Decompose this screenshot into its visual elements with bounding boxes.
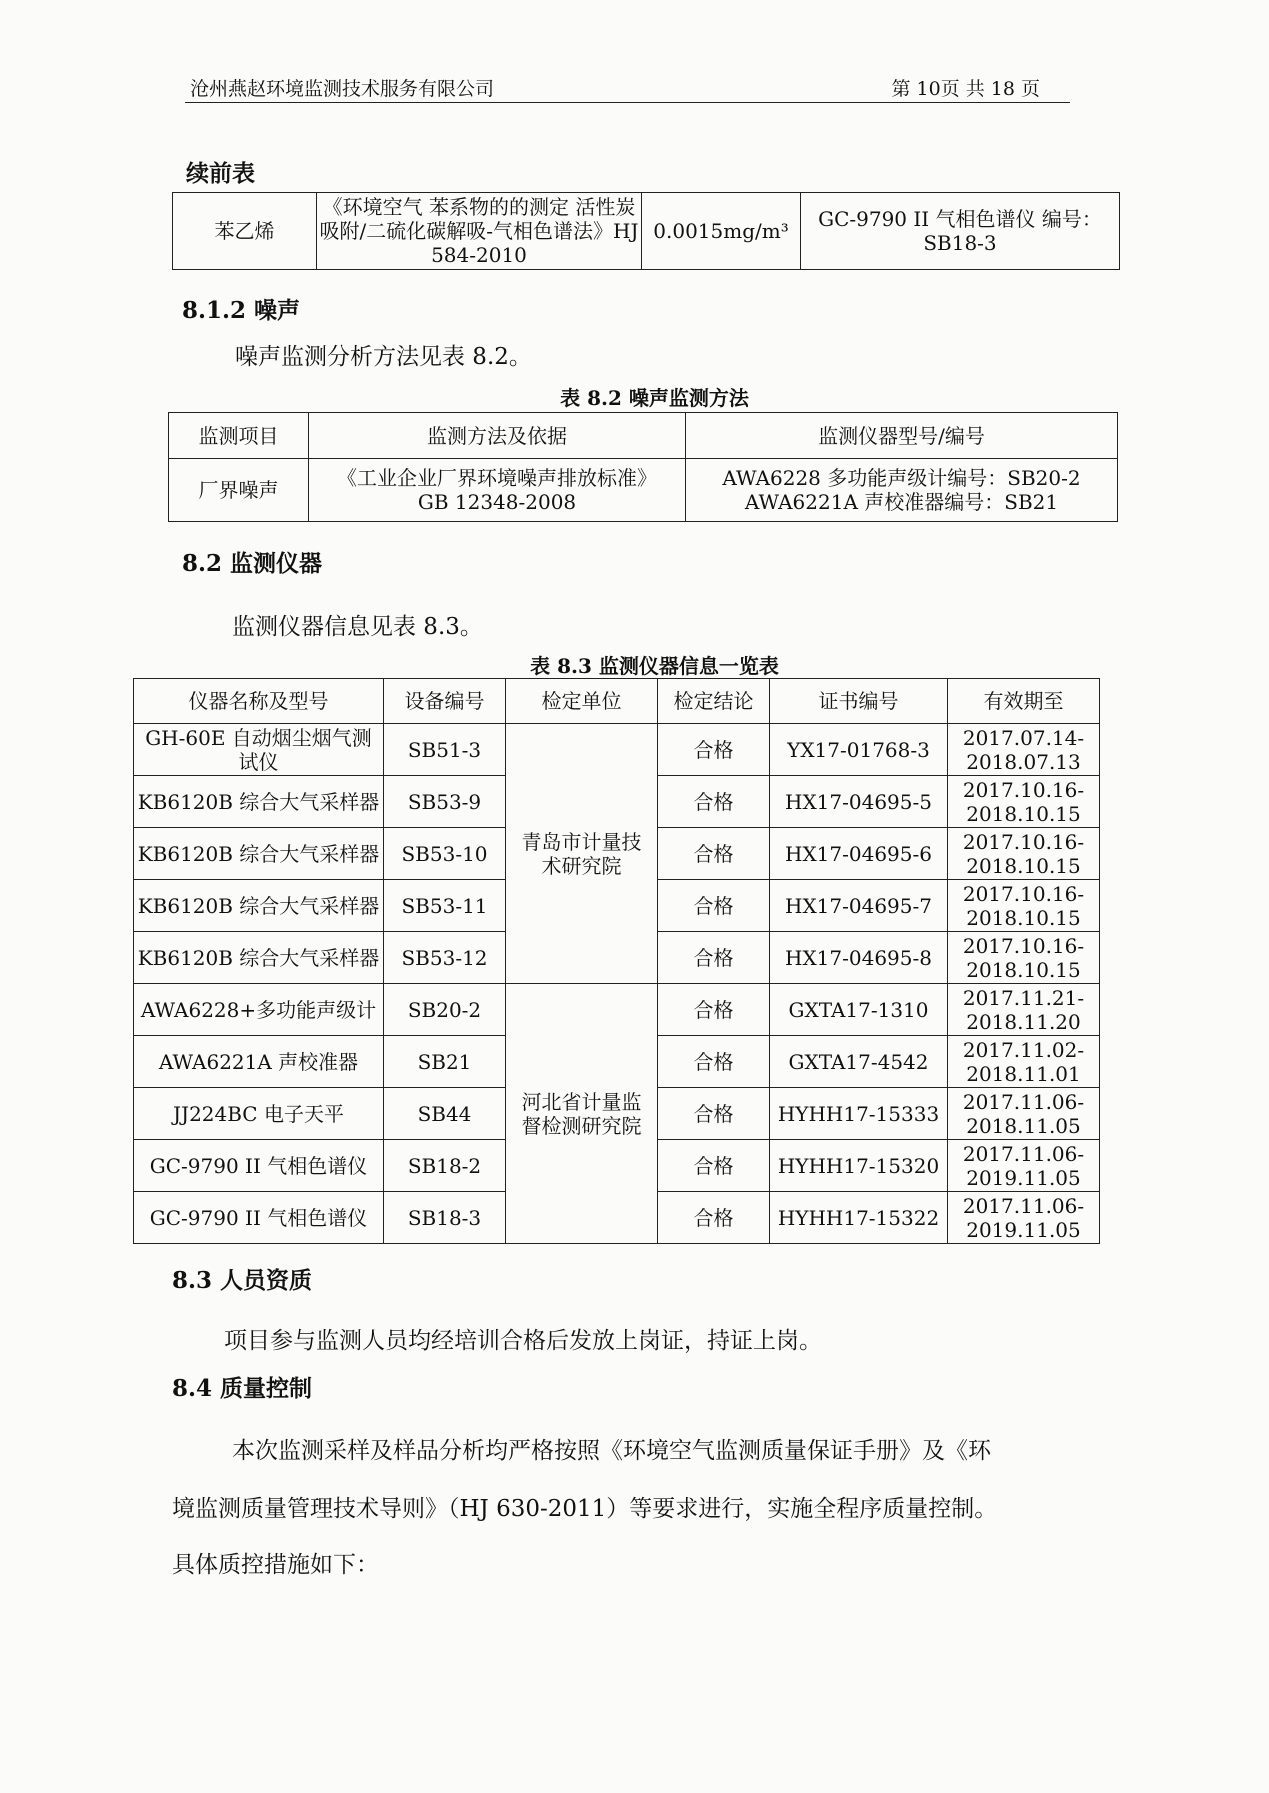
page-header [185, 72, 1070, 103]
section-text-84-line1: 本次监测采样及样品分析均严格按照《环境空气监测质量保证手册》及《环 [232, 1438, 991, 1464]
valid-until: 2017.10.16-2018.10.15 [948, 776, 1100, 828]
table-header-row [169, 413, 1118, 459]
method-line: GB 12348-2008 [417, 490, 577, 514]
instrument-line: AWA6221A 声校准器编号：SB21 [744, 490, 1059, 514]
page-number: 第 10页 共 18 页 [891, 78, 1040, 100]
calibration-unit: 河北省计量监督检测研究院 [506, 984, 658, 1244]
valid-until: 2017.07.14-2018.07.13 [948, 724, 1100, 776]
device-id: SB20-2 [384, 984, 506, 1036]
table-82-caption: 表 8.2 噪声监测方法 [560, 386, 749, 410]
calibration-unit: 青岛市计量技术研究院 [506, 724, 658, 984]
section-text-84-line3: 具体质控措施如下： [172, 1552, 379, 1578]
certificate-number: YX17-01768-3 [770, 724, 948, 776]
instrument-name: AWA6221A 声校准器 [134, 1036, 384, 1088]
header-cell: 检定结论 [658, 679, 770, 724]
certificate-number: HX17-04695-6 [770, 828, 948, 880]
limit-cell: 0.0015mg/m³ [642, 193, 801, 270]
device-id: SB44 [384, 1088, 506, 1140]
header-cell: 设备编号 [384, 679, 506, 724]
instrument-name: AWA6228+多功能声级计 [134, 984, 384, 1036]
table-header-row [134, 679, 1100, 724]
instrument-name: KB6120B 综合大气采样器 [134, 880, 384, 932]
continued-label: 续前表 [186, 160, 255, 187]
item-cell: 厂界噪声 [169, 459, 309, 522]
valid-until: 2017.11.06-2018.11.05 [948, 1088, 1100, 1140]
section-text-83: 项目参与监测人员均经培训合格后发放上岗证，持证上岗。 [224, 1328, 822, 1354]
calibration-result: 合格 [658, 1192, 770, 1244]
calibration-result: 合格 [658, 1036, 770, 1088]
instrument-line: AWA6228 多功能声级计编号：SB20-2 [722, 466, 1081, 490]
device-id: SB53-12 [384, 932, 506, 984]
instrument-name: GC-9790 II 气相色谱仪 [134, 1140, 384, 1192]
section-text-812: 噪声监测分析方法见表 8.2。 [235, 344, 532, 370]
header-cell: 监测仪器型号/编号 [686, 413, 1118, 459]
header-cell: 仪器名称及型号 [134, 679, 384, 724]
instrument-cell [686, 459, 1118, 522]
section-text-84-line2: 境监测质量管理技术导则》（HJ 630-2011）等要求进行，实施全程序质量控制。 [172, 1496, 998, 1522]
calibration-result: 合格 [658, 828, 770, 880]
device-id: SB18-3 [384, 1192, 506, 1244]
instrument-name: JJ224BC 电子天平 [134, 1088, 384, 1140]
section-heading-812: 8.1.2 噪声 [182, 297, 301, 324]
valid-until: 2017.10.16-2018.10.15 [948, 932, 1100, 984]
table-row [173, 193, 1120, 270]
device-id: SB53-10 [384, 828, 506, 880]
instrument-name: KB6120B 综合大气采样器 [134, 776, 384, 828]
table-83-caption: 表 8.3 监测仪器信息一览表 [530, 654, 779, 678]
header-cell: 监测方法及依据 [309, 413, 686, 459]
device-id: SB51-3 [384, 724, 506, 776]
method-cell: 《环境空气 苯系物的的测定 活性炭吸附/二硫化碳解吸-气相色谱法》HJ 584-2010 [317, 193, 642, 270]
method-line: 《工业企业厂界环境噪声排放标准》 [337, 466, 657, 490]
valid-until: 2017.11.06-2019.11.05 [948, 1140, 1100, 1192]
table-row [134, 724, 1100, 776]
section-heading-82: 8.2 监测仪器 [182, 550, 323, 577]
calibration-result: 合格 [658, 776, 770, 828]
table-row [134, 984, 1100, 1036]
header-cell: 检定单位 [506, 679, 658, 724]
method-cell [309, 459, 686, 522]
valid-until: 2017.11.21-2018.11.20 [948, 984, 1100, 1036]
certificate-number: HX17-04695-7 [770, 880, 948, 932]
certificate-number: GXTA17-4542 [770, 1036, 948, 1088]
certificate-number: GXTA17-1310 [770, 984, 948, 1036]
calibration-result: 合格 [658, 1140, 770, 1192]
instrument-cell: GC-9790 II 气相色谱仪 编号：SB18-3 [801, 193, 1120, 270]
header-cell: 有效期至 [948, 679, 1100, 724]
noise-method-table [168, 412, 1118, 522]
device-id: SB21 [384, 1036, 506, 1088]
device-id: SB18-2 [384, 1140, 506, 1192]
device-id: SB53-9 [384, 776, 506, 828]
table-row [169, 459, 1118, 522]
valid-until: 2017.11.06-2019.11.05 [948, 1192, 1100, 1244]
calibration-result: 合格 [658, 880, 770, 932]
calibration-result: 合格 [658, 1088, 770, 1140]
company-name: 沧州燕赵环境监测技术服务有限公司 [190, 78, 495, 100]
instrument-name: GC-9790 II 气相色谱仪 [134, 1192, 384, 1244]
calibration-result: 合格 [658, 932, 770, 984]
instrument-info-table [133, 678, 1100, 1244]
certificate-number: HYHH17-15320 [770, 1140, 948, 1192]
calibration-result: 合格 [658, 984, 770, 1036]
header-cell: 证书编号 [770, 679, 948, 724]
section-text-82: 监测仪器信息见表 8.3。 [232, 614, 483, 640]
section-heading-83: 8.3 人员资质 [172, 1267, 313, 1294]
item-cell: 苯乙烯 [173, 193, 317, 270]
instrument-name: KB6120B 综合大气采样器 [134, 828, 384, 880]
certificate-number: HX17-04695-8 [770, 932, 948, 984]
instrument-name: KB6120B 综合大气采样器 [134, 932, 384, 984]
header-cell: 监测项目 [169, 413, 309, 459]
valid-until: 2017.10.16-2018.10.15 [948, 880, 1100, 932]
continued-table [172, 192, 1120, 270]
calibration-result: 合格 [658, 724, 770, 776]
certificate-number: HX17-04695-5 [770, 776, 948, 828]
certificate-number: HYHH17-15322 [770, 1192, 948, 1244]
certificate-number: HYHH17-15333 [770, 1088, 948, 1140]
valid-until: 2017.11.02-2018.11.01 [948, 1036, 1100, 1088]
valid-until: 2017.10.16-2018.10.15 [948, 828, 1100, 880]
device-id: SB53-11 [384, 880, 506, 932]
instrument-name: GH-60E 自动烟尘烟气测试仪 [134, 724, 384, 776]
section-heading-84: 8.4 质量控制 [172, 1375, 313, 1402]
